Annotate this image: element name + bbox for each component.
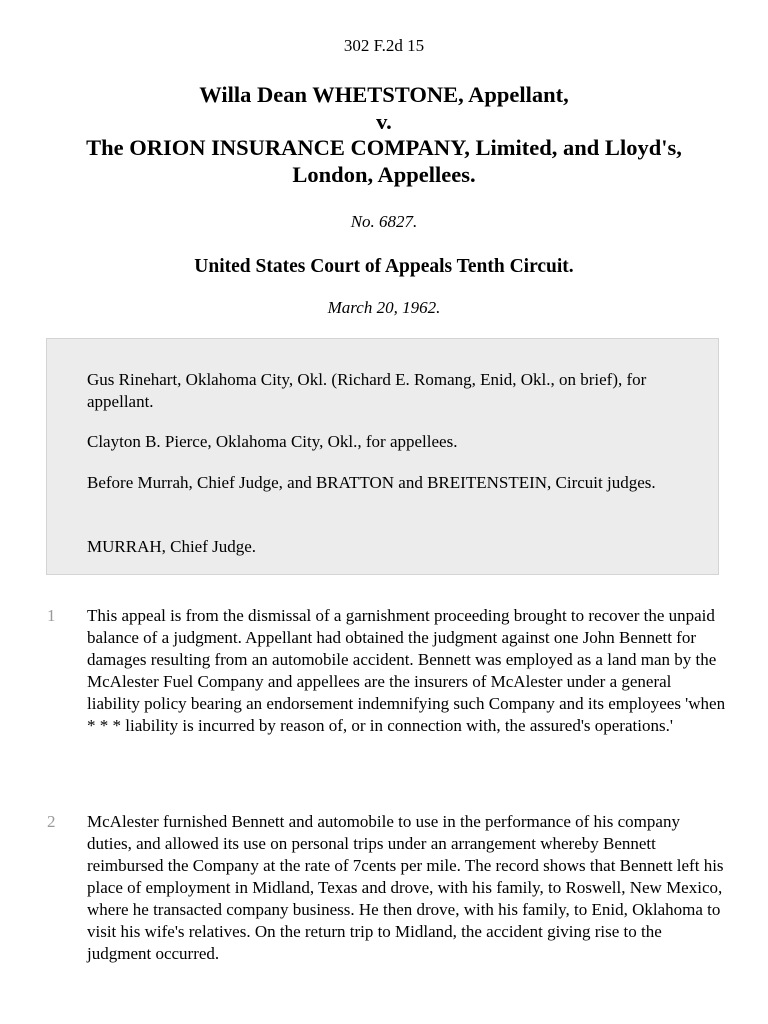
case-citation: 302 F.2d 15 [343,36,425,55]
decision-date: March 20, 1962. [327,298,441,317]
caption-versus: v. [376,108,392,134]
case-caption [0,82,768,188]
counsel-appellees: Clayton B. Pierce, Oklahoma City, Okl., for appellees. [87,432,458,451]
caption-appellant: Willa Dean WHETSTONE, Appellant, [199,82,569,107]
caption-appellees-line1: The ORION INSURANCE COMPANY, Limited, and Lloyd's, [86,135,682,160]
court-name: United States Court of Appeals Tenth Circuit. [194,256,574,277]
paragraph-number: 1 [47,606,56,625]
judges-panel: Before Murrah, Chief Judge, and BRATTON and BREITENSTEIN, Circuit judges. [87,473,656,492]
docket-number: No. 6827. [350,212,418,231]
paragraph-number: 2 [47,812,56,831]
paragraph-text: McAlester furnished Bennett and automobile to use in the performance of his company duties, and allowed its use on personal trips under an arrangement whereby Bennett reimbursed the Company at the rate of 7cents per mile. The record shows that Bennett left his place of employment in Midland, Texas and drove, with his family, to Roswell, New Mexico, where he transacted company business. He then drove, with his family, to Enid, Oklahoma to visit his wife's relatives. On the return trip to Midland, the accident giving rise to the judgment occurred. [87,812,724,963]
paragraph-text: This appeal is from the dismissal of a garnishment proceeding brought to recover the unpaid balance of a judgment. Appellant had obtained the judgment against one John Bennett for damages resulting from an automobile accident. Bennett was employed as a land man by the McAlester Fuel Company and appellees are the insurers of McAlester under a general liability policy bearing an endorsement indemnifying such Company and its employees 'when * * * liability is incurred by reason of, or in connection with, the assured's operations.' [87,606,726,735]
opinion-author: MURRAH, Chief Judge. [87,537,257,556]
caption-appellees-line2: London, Appellees. [292,161,476,187]
counsel-appellant: Gus Rinehart, Oklahoma City, Okl. (Richard E. Romang, Enid, Okl., on brief), for appellant. [87,370,647,411]
counsel-box [46,338,719,575]
